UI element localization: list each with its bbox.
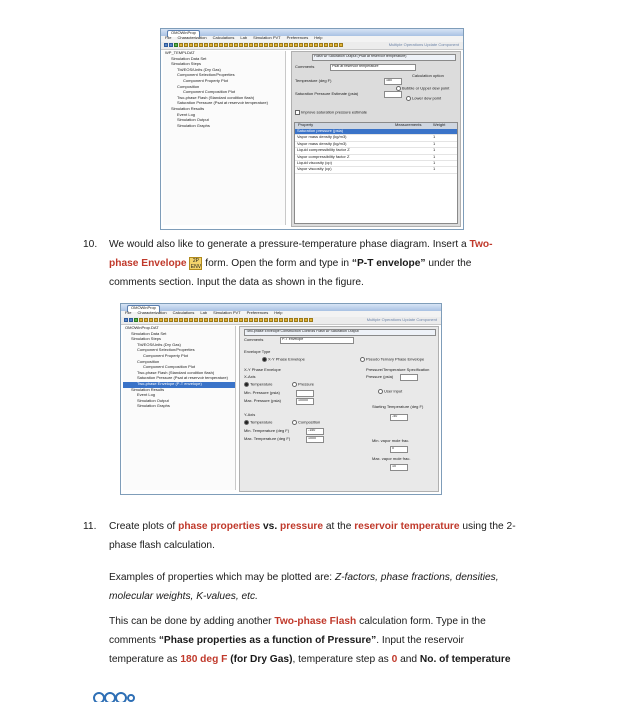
- tool-icon[interactable]: [269, 318, 273, 322]
- badge-top: 2P: [192, 258, 199, 264]
- tool-icon[interactable]: [194, 318, 198, 322]
- tool-icon[interactable]: [264, 43, 268, 47]
- highlight-envelope: phase Envelope: [109, 258, 187, 269]
- tree-item[interactable]: Component Property Plot: [143, 352, 188, 358]
- pt-spec-title: Pressure/Temperature Specification: [366, 367, 430, 372]
- min-temp-label: Min. Temperature (deg F): [244, 428, 290, 433]
- menu-file[interactable]: File: [125, 310, 132, 315]
- tool-icon[interactable]: [329, 43, 333, 47]
- tree-item[interactable]: Composition: [177, 83, 200, 89]
- min-pressure-input[interactable]: [296, 390, 314, 397]
- menu-characterization[interactable]: Characterization: [177, 35, 207, 40]
- row-property: Vapor mass density (kg/m3): [297, 134, 347, 140]
- properties-grid: [294, 122, 458, 224]
- step-text-bold: No. of temperature: [419, 654, 511, 665]
- tree-item[interactable]: Simulation Data Set: [131, 330, 167, 336]
- tool-icon[interactable]: [214, 318, 218, 322]
- lower-dew-option[interactable]: [406, 96, 441, 101]
- tree-item[interactable]: OMOWinProp.DAT: [125, 325, 159, 330]
- tree-item[interactable]: Saturation Pressure (Psat at reservoir temperature): [137, 375, 228, 381]
- improve-label: Improve saturation pressure estimate: [301, 109, 368, 115]
- tool-icon[interactable]: [219, 43, 223, 47]
- tab-strip[interactable]: Multiple Operations Update Component: [366, 317, 437, 322]
- menu-calculations[interactable]: Calculations: [172, 310, 195, 315]
- tree-item[interactable]: Tbl/EOS/Units (Dry Gas): [177, 66, 221, 72]
- tool-icon[interactable]: [279, 318, 283, 322]
- min-temp-input[interactable]: -150: [306, 428, 324, 435]
- step-text: . Input the reservoir: [376, 635, 465, 646]
- saturation-form: [291, 51, 461, 227]
- tool-icon[interactable]: [299, 43, 303, 47]
- tool-icon[interactable]: [139, 318, 143, 322]
- row-property: Vapor compressibility factor Z: [297, 153, 350, 159]
- open-file-icon[interactable]: [169, 43, 173, 47]
- tree-item[interactable]: Simulation Results: [171, 105, 205, 111]
- tool-icon[interactable]: [284, 318, 288, 322]
- tool-icon[interactable]: [214, 43, 218, 47]
- max-pressure-input[interactable]: 10000: [296, 398, 314, 405]
- tool-icon[interactable]: [204, 318, 208, 322]
- tool-icon[interactable]: [189, 318, 193, 322]
- tool-icon[interactable]: [219, 318, 223, 322]
- examples-intro: Examples of properties which may be plotted are:: [109, 572, 335, 583]
- tool-icon[interactable]: [184, 318, 188, 322]
- x-pressure-option[interactable]: [292, 382, 314, 387]
- step-number: 10.: [83, 239, 98, 250]
- step-11-text: [83, 517, 545, 555]
- screenshot-envelope-form: [120, 303, 442, 495]
- radio-icon[interactable]: [360, 357, 365, 362]
- step-text: phase flash calculation.: [109, 540, 215, 551]
- envelope-form: [239, 326, 439, 492]
- tool-icon[interactable]: [284, 43, 288, 47]
- tool-icon[interactable]: [174, 318, 178, 322]
- tool-icon[interactable]: [294, 318, 298, 322]
- tool-icon[interactable]: [239, 43, 243, 47]
- run-icon[interactable]: [134, 318, 138, 322]
- grid-col-weight: Weight: [433, 122, 446, 127]
- tool-icon[interactable]: [294, 43, 298, 47]
- tool-icon[interactable]: [199, 318, 203, 322]
- y-temp-label: Temperature: [250, 419, 273, 425]
- xy-option-label: X-Y Phase Envelope: [268, 356, 305, 362]
- row-property: Vapor viscosity (cp): [297, 166, 332, 172]
- sat-icon[interactable]: [194, 43, 198, 47]
- new-file-icon[interactable]: [124, 318, 128, 322]
- radio-icon[interactable]: [292, 420, 297, 425]
- ternary-envelope-option[interactable]: [360, 357, 424, 362]
- temperature-input[interactable]: 180: [384, 78, 402, 85]
- comments-label: Comments: [244, 337, 264, 342]
- improve-checkbox[interactable]: [295, 110, 367, 115]
- tree-item[interactable]: Event Log: [137, 392, 156, 398]
- saturation-input[interactable]: [384, 91, 402, 98]
- tree-item[interactable]: Two-phase Flash (Standard condition flash): [177, 94, 255, 100]
- tree-item[interactable]: Simulation Data Set: [171, 55, 207, 61]
- open-file-icon[interactable]: [129, 318, 133, 322]
- min-pressure-label: Min. Pressure (psia): [244, 390, 280, 395]
- tree-item[interactable]: Composition: [137, 358, 160, 364]
- envelope-icon[interactable]: [199, 43, 203, 47]
- row-weight: 1: [433, 140, 436, 146]
- x-temperature-option[interactable]: [244, 382, 272, 387]
- pressure-radio-label: Pressure: [298, 381, 315, 387]
- starting-temp-input[interactable]: -40: [390, 414, 408, 421]
- tool-icon[interactable]: [309, 43, 313, 47]
- radio-selected-icon[interactable]: [244, 382, 249, 387]
- tool-icon[interactable]: [269, 43, 273, 47]
- step-number: 11.: [83, 521, 97, 532]
- row-weight: 1: [433, 166, 436, 172]
- comments-input[interactable]: Psat at reservoir temperature: [330, 64, 416, 71]
- highlight-reservoir-temperature: reservoir temperature: [354, 521, 460, 532]
- step-text: Create plots of: [109, 521, 179, 532]
- tool-icon[interactable]: [234, 43, 238, 47]
- form-header-tab[interactable]: Two-phase Envelope Construction Controls Flash w/ Saturation Output: [244, 329, 436, 336]
- highlight-two-phase-flash: Two-phase Flash: [274, 616, 357, 627]
- table-row[interactable]: [295, 167, 457, 173]
- menu-file[interactable]: File: [165, 35, 172, 40]
- tool-icon[interactable]: [229, 318, 233, 322]
- quoted-pt-envelope: “P-T envelope”: [351, 258, 426, 269]
- window-title: OMOWinProp: [127, 305, 160, 312]
- form-header-tab[interactable]: Flash w/ Saturation Output (Psat at reservoir temperature): [312, 54, 456, 61]
- tool-icon[interactable]: [224, 43, 228, 47]
- tool-icon[interactable]: [204, 43, 208, 47]
- step-text: comments: [109, 635, 159, 646]
- tab-strip[interactable]: Multiple Operations Update Component: [388, 42, 459, 47]
- tree-item[interactable]: Simulation Steps: [131, 336, 162, 342]
- tree-item-selected[interactable]: Two-phase Envelope (P-T envelope): [123, 382, 235, 388]
- tool-icon[interactable]: [244, 318, 248, 322]
- tool-icon[interactable]: [209, 43, 213, 47]
- menu-lab[interactable]: Lab: [200, 310, 208, 315]
- tool-icon[interactable]: [254, 43, 258, 47]
- y-comp-label: Composition: [298, 419, 321, 425]
- two-phase-envelope-icon: [189, 257, 202, 270]
- tool-icon[interactable]: [264, 318, 268, 322]
- tool-icon[interactable]: [254, 318, 258, 322]
- x-axis-label: X-Axis: [244, 374, 256, 379]
- menu-calculations[interactable]: Calculations: [212, 35, 235, 40]
- radio-icon[interactable]: [292, 382, 297, 387]
- ternary-option-label: Pseudo Ternary Phase Envelope: [366, 356, 425, 362]
- row-weight: 1: [433, 134, 436, 140]
- step-text: We would also like to generate a pressure-temperature phase diagram. Insert a: [109, 239, 470, 250]
- tool-icon[interactable]: [274, 318, 278, 322]
- tool-icon[interactable]: [249, 318, 253, 322]
- lower-dew-label: Lower dew point: [412, 95, 442, 101]
- tree-item[interactable]: Component Selection/Properties: [137, 347, 195, 353]
- bubble-dew-option[interactable]: [396, 86, 449, 91]
- calc-option-label: Calculation option: [412, 73, 444, 78]
- xy-envelope-option[interactable]: [262, 357, 305, 362]
- tool-icon[interactable]: [169, 318, 173, 322]
- simulation-tree: [163, 51, 286, 225]
- footer-logo-icon: [93, 690, 135, 702]
- step-text: calculation form. Type in the: [356, 616, 486, 627]
- checkbox-icon[interactable]: [295, 110, 300, 115]
- simulation-tree: [123, 326, 236, 490]
- step-10-text: [83, 235, 545, 292]
- tool-icon[interactable]: [224, 318, 228, 322]
- menu-help[interactable]: Help: [314, 35, 323, 40]
- tool-icon[interactable]: [209, 318, 213, 322]
- highlight-pressure: pressure: [280, 521, 324, 532]
- tree-item[interactable]: Simulation Graphs: [137, 403, 170, 409]
- highlight-two: Two-: [469, 239, 493, 250]
- row-property: Liquid compressibility factor Z: [297, 147, 350, 153]
- examples-list: Z-factors, phase fractions, densities,: [334, 572, 499, 583]
- tool-icon[interactable]: [299, 318, 303, 322]
- tree-item[interactable]: Simulation Output: [137, 397, 169, 403]
- step-text: , temperature step as: [292, 654, 392, 665]
- row-weight: 1: [433, 159, 436, 165]
- temperature-radio-label: Temperature: [250, 381, 273, 387]
- use-input-option[interactable]: [378, 389, 402, 394]
- tool-icon[interactable]: [259, 318, 263, 322]
- tool-icon[interactable]: [309, 318, 313, 322]
- y-temperature-option[interactable]: [244, 420, 272, 425]
- badge-bottom: ENV: [190, 264, 202, 270]
- step-text: comments section. Input the data as shown in the figure.: [109, 277, 364, 288]
- tool-icon[interactable]: [324, 43, 328, 47]
- tool-icon[interactable]: [289, 43, 293, 47]
- envelope-type-label: Envelope Type: [244, 349, 271, 354]
- tree-item[interactable]: Simulation Graphs: [177, 122, 210, 128]
- tree-item[interactable]: WP_TEMPLDAT: [165, 50, 195, 55]
- grid-col-property: Property: [298, 122, 314, 127]
- tool-icon[interactable]: [244, 43, 248, 47]
- highlight-zero: 0: [391, 654, 398, 665]
- pressure-psia-input[interactable]: [400, 374, 418, 381]
- row-property: Vapor mass density (kg/m3): [297, 140, 347, 146]
- step-text: at the: [323, 521, 355, 532]
- min-vapor-frac-label: Min. vapor mole frac.: [372, 438, 410, 443]
- tree-item[interactable]: Event Log: [177, 111, 196, 117]
- step-text: form. Open the form and type in: [202, 258, 352, 269]
- tree-item[interactable]: Tbl/EOS/Units (Dry Gas): [137, 341, 181, 347]
- tree-item[interactable]: Simulation Results: [131, 386, 165, 392]
- radio-selected-icon[interactable]: [262, 357, 267, 362]
- tree-item[interactable]: Component Composition Plot: [183, 89, 236, 95]
- radio-icon[interactable]: [378, 389, 383, 394]
- radio-selected-icon[interactable]: [244, 420, 249, 425]
- highlight-180-deg: 180 deg F: [180, 654, 228, 665]
- tool-icon[interactable]: [259, 43, 263, 47]
- run-icon[interactable]: [174, 43, 178, 47]
- tool-icon[interactable]: [229, 43, 233, 47]
- tool-icon[interactable]: [274, 43, 278, 47]
- step-text: This can be done by adding another: [109, 616, 275, 627]
- max-pressure-label: Max. Pressure (psia): [244, 398, 281, 403]
- radio-icon[interactable]: [406, 96, 411, 101]
- tool-icon[interactable]: [159, 318, 163, 322]
- use-input-label: User input: [384, 388, 403, 394]
- tool-icon[interactable]: [314, 43, 318, 47]
- tool-icon[interactable]: [319, 43, 323, 47]
- new-file-icon[interactable]: [164, 43, 168, 47]
- tool-icon[interactable]: [164, 318, 168, 322]
- max-vapor-frac-input[interactable]: 10: [390, 464, 408, 471]
- pressure-psia-label: Pressure (psia): [366, 374, 394, 379]
- tool-icon[interactable]: [179, 318, 183, 322]
- y-axis-label: Y-Axis: [244, 412, 256, 417]
- comments-input[interactable]: P-T envelope: [280, 337, 354, 344]
- step-text: using the 2-: [459, 521, 516, 532]
- row-weight: 1: [433, 147, 436, 153]
- comments-label: Comments: [295, 64, 315, 69]
- tool-icon[interactable]: [304, 318, 308, 322]
- tool-icon[interactable]: [154, 318, 158, 322]
- comp-icon[interactable]: [184, 43, 188, 47]
- eos-icon[interactable]: [179, 43, 183, 47]
- saturation-label: Saturation Pressure Estimate (psia): [295, 91, 359, 96]
- tree-item[interactable]: Component Composition Plot: [143, 364, 196, 370]
- xy-group-label: X-Y Phase Envelope: [244, 367, 281, 372]
- screenshot-saturation-form: [160, 28, 464, 230]
- step-text: and: [397, 654, 420, 665]
- tree-item[interactable]: Simulation Steps: [171, 61, 202, 67]
- row-weight: 1: [433, 153, 436, 159]
- tree-item[interactable]: Simulation Output: [177, 117, 209, 123]
- menu-simulation-pvt[interactable]: Simulation PVT: [253, 35, 281, 40]
- tool-icon[interactable]: [234, 318, 238, 322]
- max-temp-label: Max. Temperature (deg F): [244, 436, 291, 441]
- tool-icon[interactable]: [149, 318, 153, 322]
- starting-temp-label: Starting Temperature (deg F): [372, 404, 424, 409]
- menu-preferences[interactable]: Preferences: [286, 35, 309, 40]
- flash-icon[interactable]: [189, 43, 193, 47]
- tree-item[interactable]: Saturation Pressure (Psat at reservoir temperature): [177, 100, 268, 106]
- menu-preferences[interactable]: Preferences: [246, 310, 269, 315]
- max-temp-input[interactable]: 1000: [306, 436, 324, 443]
- tool-icon[interactable]: [144, 318, 148, 322]
- tool-icon[interactable]: [339, 43, 343, 47]
- grid-col-measurements: Measurements: [395, 122, 422, 127]
- tree-item[interactable]: Component Selection/Properties: [177, 72, 235, 78]
- highlight-phase-properties: phase properties: [178, 521, 261, 532]
- menu-lab[interactable]: Lab: [240, 35, 248, 40]
- temperature-label: Temperature (deg F): [295, 78, 332, 83]
- bubble-dew-label: Bubble or Upper dew point: [402, 85, 450, 91]
- menu-help[interactable]: Help: [274, 310, 283, 315]
- step-text: temperature as: [109, 654, 181, 665]
- examples-list-cont: molecular weights, K-values, etc.: [109, 591, 258, 602]
- row-property: Saturation pressure (psia): [297, 128, 344, 133]
- tool-icon[interactable]: [239, 318, 243, 322]
- max-vapor-frac-label: Max. vapor mole frac.: [372, 456, 411, 461]
- row-property: Liquid viscosity (cp): [297, 159, 332, 165]
- step-text-bold: (for Dry Gas): [227, 654, 293, 665]
- tool-icon[interactable]: [249, 43, 253, 47]
- quoted-phase-properties: “Phase properties as a function of Pressure”: [158, 635, 377, 646]
- tool-icon[interactable]: [289, 318, 293, 322]
- step-text: under the: [425, 258, 472, 269]
- step-text-bold: vs.: [260, 521, 281, 532]
- menu-simulation-pvt[interactable]: Simulation PVT: [213, 310, 241, 315]
- y-composition-option[interactable]: [292, 420, 320, 425]
- tree-item[interactable]: Component Property Plot: [183, 77, 228, 83]
- tool-icon[interactable]: [279, 43, 283, 47]
- menu-characterization[interactable]: Characterization: [137, 310, 167, 315]
- min-vapor-frac-input[interactable]: 0: [390, 446, 408, 453]
- examples-paragraph: [109, 568, 545, 606]
- instructions-paragraph: [109, 612, 545, 669]
- tool-icon[interactable]: [334, 43, 338, 47]
- tree-item[interactable]: Two-phase Flash (Standard condition flash): [137, 369, 215, 375]
- window-title: OMOWinProp: [167, 30, 200, 37]
- tool-icon[interactable]: [304, 43, 308, 47]
